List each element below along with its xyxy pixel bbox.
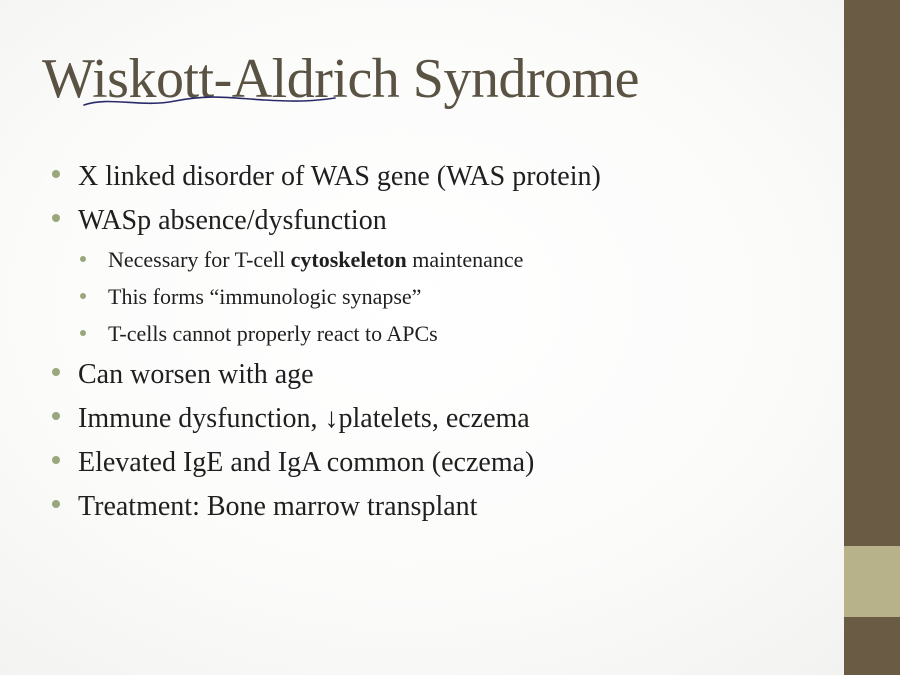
sub-bullet-item bbox=[80, 246, 834, 274]
bullet-dot-icon bbox=[52, 368, 62, 378]
bullet-list bbox=[52, 160, 832, 534]
bullet-item bbox=[52, 160, 832, 194]
sub-bullet-dot-icon bbox=[80, 330, 88, 338]
handwritten-underline-annotation bbox=[80, 92, 340, 112]
bullet-item bbox=[52, 358, 832, 392]
bullet-text: Treatment: Bone marrow transplant bbox=[78, 491, 478, 522]
bullet-dot-icon bbox=[52, 214, 62, 224]
bullet-text: WASp absence/dysfunction bbox=[78, 205, 387, 236]
bullet-text: X linked disorder of WAS gene (WAS protein) bbox=[78, 161, 601, 192]
bullet-dot-icon bbox=[52, 500, 62, 510]
bullet-dot-icon bbox=[52, 170, 62, 180]
bullet-dot-icon bbox=[52, 456, 62, 466]
bullet-item bbox=[52, 446, 832, 480]
bullet-text: Elevated IgE and IgA common (eczema) bbox=[78, 447, 535, 478]
slide-title: Wiskott-Aldrich Syndrome bbox=[42, 48, 639, 110]
sub-bullet-text: This forms “immunologic synapse” bbox=[108, 284, 422, 309]
sub-bullet-text: T-cells cannot properly react to APCs bbox=[108, 321, 438, 346]
accent-bar bbox=[844, 0, 900, 675]
bullet-item bbox=[52, 402, 832, 436]
bullet-item bbox=[52, 490, 832, 524]
sub-bullet-item bbox=[80, 283, 834, 311]
bullet-text: Can worsen with age bbox=[78, 359, 314, 390]
bullet-text: Immune dysfunction, ↓platelets, eczema bbox=[78, 403, 530, 434]
sub-bullet-bold-term: cytoskeleton bbox=[290, 247, 407, 272]
sub-bullet-item bbox=[80, 320, 834, 348]
bullet-dot-icon bbox=[52, 412, 62, 422]
sub-bullet-dot-icon bbox=[80, 293, 88, 301]
sub-bullet-text-before: Necessary for T-cell bbox=[108, 247, 291, 272]
sub-bullet-dot-icon bbox=[80, 256, 88, 264]
accent-bar-top bbox=[844, 0, 900, 546]
bullet-item bbox=[52, 204, 832, 348]
sub-bullet-text-after: maintenance bbox=[406, 247, 524, 272]
sub-bullet-list bbox=[78, 246, 832, 348]
accent-bar-bottom bbox=[844, 617, 900, 675]
accent-bar-middle bbox=[844, 546, 900, 617]
